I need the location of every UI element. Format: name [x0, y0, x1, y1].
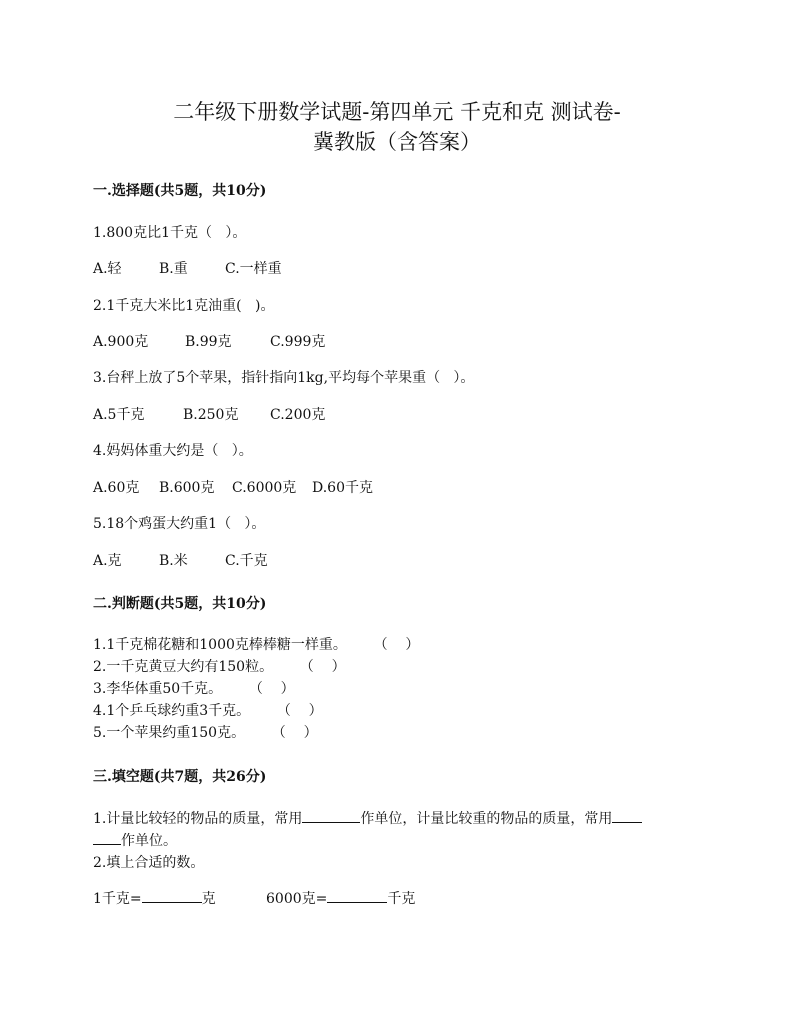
- answer-blank[interactable]: [327, 888, 387, 903]
- option: B.600克: [159, 480, 215, 496]
- fill-text: 作单位。: [121, 833, 177, 849]
- question-text: 5.18个鸡蛋大约重1（ ）。: [93, 516, 266, 532]
- answer-blank[interactable]: [142, 888, 202, 903]
- fill-text: 千克: [387, 891, 416, 907]
- question-text: 3.台秤上放了5个苹果，指针指向1kg,平均每个苹果重（ ）。: [93, 370, 475, 386]
- page-title-line-1: 二年级下册数学试题-第四单元 千克和克 测试卷-: [173, 100, 621, 124]
- fill-text: 克: [201, 891, 216, 907]
- fill-text: 作单位，计量比较重的物品的质量，常用: [360, 811, 613, 827]
- answer-options: [93, 258, 282, 278]
- option: B.99克: [185, 334, 232, 350]
- option: A.轻: [93, 261, 122, 277]
- option: A.5千克: [93, 407, 145, 423]
- question-text: 1.800克比1千克（ ）。: [93, 225, 247, 241]
- judge-item: 4.1个乒乓球约重3千克。 （ ）: [93, 703, 323, 719]
- judge-item: 1.1千克棉花糖和1000克棒棒糖一样重。 （ ）: [93, 637, 420, 653]
- fill-question-2: 2.填上合适的数。: [93, 855, 205, 871]
- option: B.250克: [183, 407, 239, 423]
- fill-text: 6000克=: [266, 891, 328, 907]
- option: A.克: [93, 553, 122, 569]
- option: C.200克: [270, 407, 326, 423]
- option: C.6000克: [232, 480, 297, 496]
- option: B.重: [159, 261, 188, 277]
- option: C.千克: [225, 553, 268, 569]
- option: C.一样重: [225, 261, 282, 277]
- option: C.999克: [270, 334, 326, 350]
- fill-question-2b: [266, 888, 415, 908]
- answer-options: [93, 477, 373, 497]
- page-title-line-2: 冀教版（含答案）: [313, 130, 481, 154]
- section-heading-fill: 三.填空题(共7题，共26分): [93, 769, 267, 785]
- option: A.900克: [93, 334, 149, 350]
- answer-blank[interactable]: [612, 808, 642, 823]
- option: D.60千克: [312, 480, 373, 496]
- judge-item: 5.一个苹果约重150克。 （ ）: [93, 725, 318, 741]
- judge-item: 3.李华体重50千克。 （ ）: [93, 681, 295, 697]
- question-text: 2.1千克大米比1克油重( )。: [93, 298, 275, 314]
- fill-text: 1.计量比较轻的物品的质量，常用: [93, 811, 303, 827]
- section-heading-judge: 二.判断题(共5题，共10分): [93, 596, 267, 612]
- answer-options: [93, 550, 268, 570]
- fill-question-1-line-2: [93, 830, 177, 850]
- fill-text: 1千克=: [93, 891, 142, 907]
- question-text: 4.妈妈体重大约是（ ）。: [93, 443, 253, 459]
- section-heading-choice: 一.选择题(共5题，共10分): [93, 183, 267, 199]
- judge-item: 2.一千克黄豆大约有150粒。 （ ）: [93, 659, 346, 675]
- answer-blank[interactable]: [93, 830, 121, 845]
- answer-options: [93, 331, 325, 351]
- option: A.60克: [93, 480, 140, 496]
- answer-blank[interactable]: [302, 808, 360, 823]
- fill-question-1-line-1: [93, 808, 642, 828]
- fill-question-2a: [93, 888, 216, 908]
- option: B.米: [159, 553, 188, 569]
- answer-options: [93, 404, 325, 424]
